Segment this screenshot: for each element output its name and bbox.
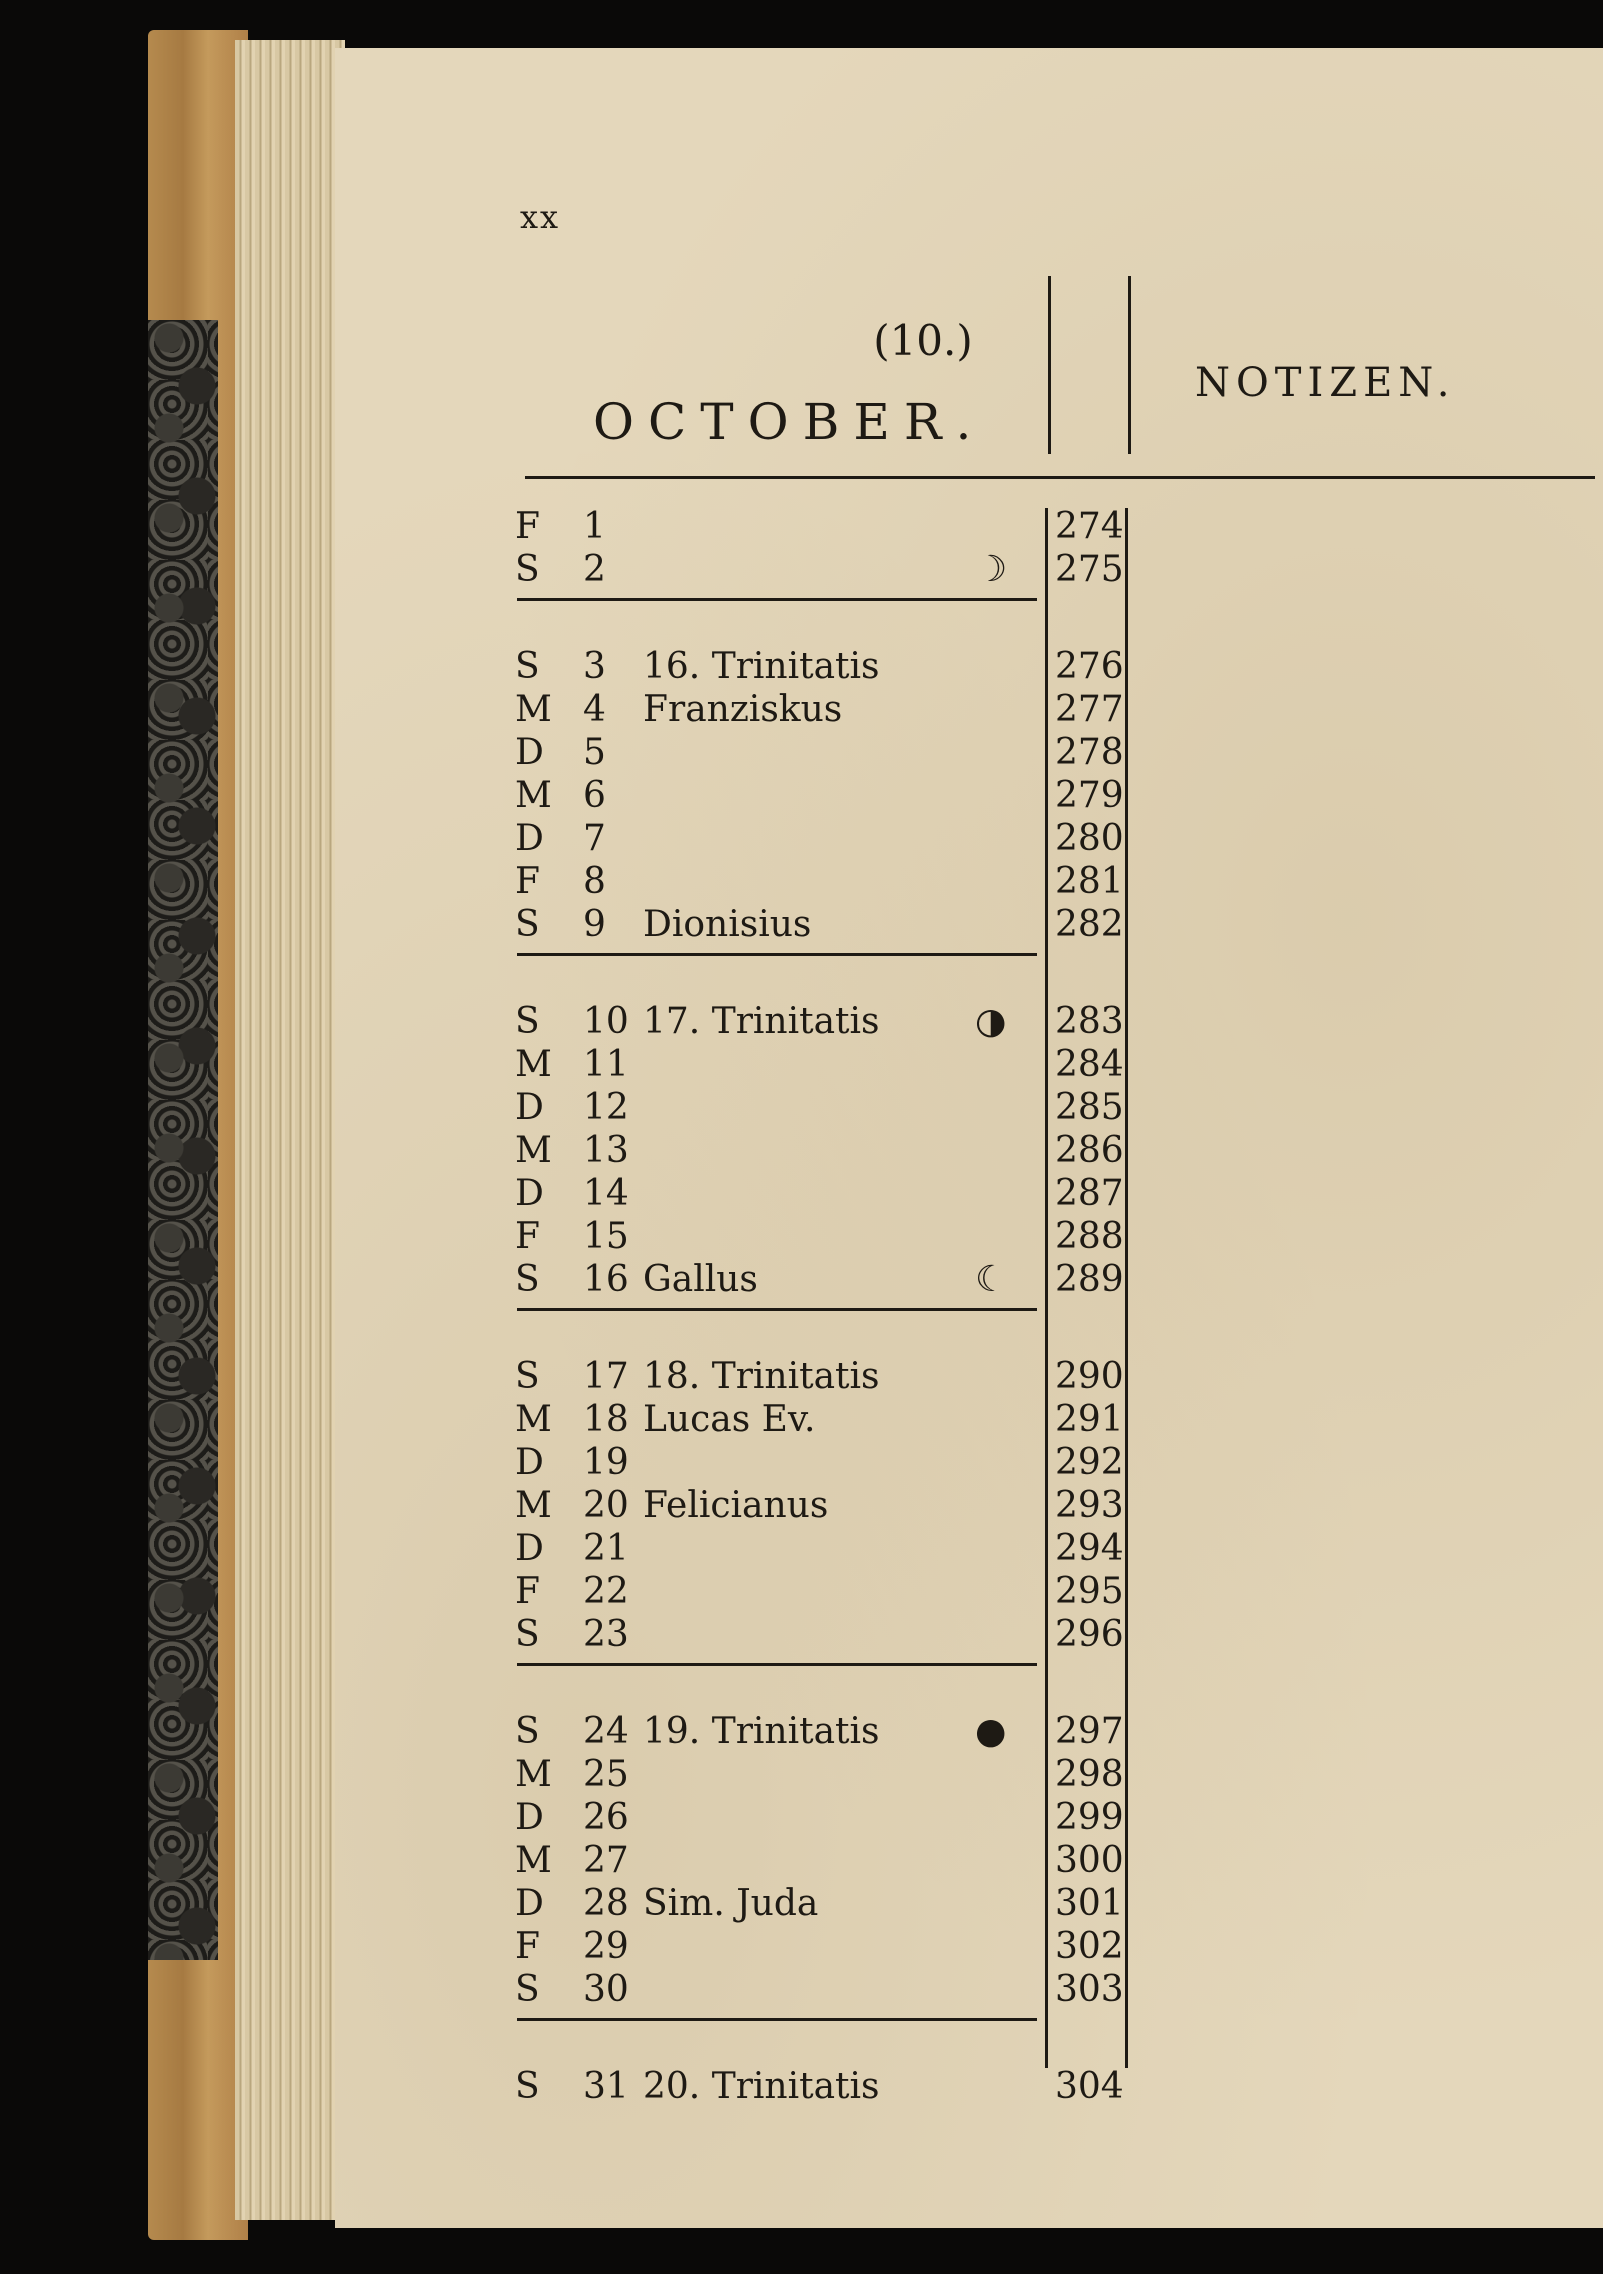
day-of-year: 292 xyxy=(1055,1442,1124,1483)
day-of-year: 295 xyxy=(1055,1571,1124,1612)
weekday-abbrev: M xyxy=(515,1754,552,1795)
moon-phase-icon: ◑ xyxy=(975,1001,1007,1042)
weekday-abbrev: S xyxy=(515,904,540,945)
day-of-year: 299 xyxy=(1055,1797,1124,1838)
day-of-year: 281 xyxy=(1055,861,1124,902)
weekday-abbrev: M xyxy=(515,1840,552,1881)
day-of-year: 274 xyxy=(1055,506,1124,547)
day-row xyxy=(515,1356,1135,1396)
day-row xyxy=(515,732,1135,772)
day-of-year: 294 xyxy=(1055,1528,1124,1569)
day-number: 9 xyxy=(583,904,606,945)
day-number: 29 xyxy=(583,1926,629,1967)
day-of-year: 283 xyxy=(1055,1001,1124,1042)
day-row xyxy=(515,1399,1135,1439)
header-divider-left xyxy=(1048,276,1051,454)
header-rule xyxy=(525,476,1595,479)
weekday-abbrev: M xyxy=(515,689,552,730)
almanac-page xyxy=(335,48,1603,2228)
day-number: 20 xyxy=(583,1485,629,1526)
day-number: 18 xyxy=(583,1399,629,1440)
day-number: 5 xyxy=(583,732,606,773)
page-number: xx xyxy=(520,198,561,236)
day-of-year: 282 xyxy=(1055,904,1124,945)
day-row xyxy=(515,904,1135,944)
day-row xyxy=(515,1528,1135,1568)
day-number: 6 xyxy=(583,775,606,816)
day-number: 24 xyxy=(583,1711,629,1752)
feast-day: 17. Trinitatis xyxy=(643,1001,880,1042)
day-row xyxy=(515,1711,1135,1751)
day-of-year: 285 xyxy=(1055,1087,1124,1128)
day-row xyxy=(515,2066,1135,2106)
weekday-abbrev: F xyxy=(515,506,540,547)
day-of-year: 296 xyxy=(1055,1614,1124,1655)
feast-day: 20. Trinitatis xyxy=(643,2066,880,2107)
weekday-abbrev: M xyxy=(515,1485,552,1526)
day-of-year: 275 xyxy=(1055,549,1124,590)
day-of-year: 300 xyxy=(1055,1840,1124,1881)
day-of-year: 289 xyxy=(1055,1259,1124,1300)
day-number: 11 xyxy=(583,1044,629,1085)
day-of-year: 291 xyxy=(1055,1399,1124,1440)
day-of-year: 301 xyxy=(1055,1883,1124,1924)
day-of-year: 303 xyxy=(1055,1969,1124,2010)
day-row xyxy=(515,1614,1135,1654)
weekday-abbrev: F xyxy=(515,1571,540,1612)
day-number: 14 xyxy=(583,1173,629,1214)
day-row xyxy=(515,506,1135,546)
day-row xyxy=(515,1259,1135,1299)
day-number: 23 xyxy=(583,1614,629,1655)
week-separator xyxy=(517,1308,1037,1311)
moon-phase-icon: ☽ xyxy=(975,549,1008,590)
weekday-abbrev: S xyxy=(515,1259,540,1300)
day-of-year: 298 xyxy=(1055,1754,1124,1795)
feast-day: 18. Trinitatis xyxy=(643,1356,880,1397)
month-title: OCTOBER. xyxy=(593,393,986,451)
moon-phase-icon: ● xyxy=(975,1711,1007,1752)
day-number: 31 xyxy=(583,2066,629,2107)
weekday-abbrev: S xyxy=(515,1711,540,1752)
week-separator xyxy=(517,1663,1037,1666)
weekday-abbrev: M xyxy=(515,1044,552,1085)
day-number: 28 xyxy=(583,1883,629,1924)
feast-day: Gallus xyxy=(643,1259,758,1300)
day-number: 2 xyxy=(583,549,606,590)
weekday-abbrev: D xyxy=(515,1087,544,1128)
day-of-year: 287 xyxy=(1055,1173,1124,1214)
day-row xyxy=(515,1485,1135,1525)
day-row xyxy=(515,775,1135,815)
weekday-abbrev: D xyxy=(515,1442,544,1483)
day-row xyxy=(515,1883,1135,1923)
feast-day: 19. Trinitatis xyxy=(643,1711,880,1752)
day-number: 7 xyxy=(583,818,606,859)
weekday-abbrev: S xyxy=(515,2066,540,2107)
weekday-abbrev: S xyxy=(515,1356,540,1397)
day-row xyxy=(515,1044,1135,1084)
weekday-abbrev: F xyxy=(515,1216,540,1257)
day-number: 8 xyxy=(583,861,606,902)
week-separator xyxy=(517,598,1037,601)
day-of-year: 278 xyxy=(1055,732,1124,773)
day-number: 1 xyxy=(583,506,606,547)
feast-day: Sim. Juda xyxy=(643,1883,819,1924)
day-row xyxy=(515,1442,1135,1482)
feast-day: Lucas Ev. xyxy=(643,1399,816,1440)
day-of-year: 304 xyxy=(1055,2066,1124,2107)
weekday-abbrev: D xyxy=(515,1528,544,1569)
day-row xyxy=(515,549,1135,589)
weekday-abbrev: D xyxy=(515,1173,544,1214)
marbled-endpaper xyxy=(148,320,218,1960)
day-of-year: 276 xyxy=(1055,646,1124,687)
weekday-abbrev: D xyxy=(515,732,544,773)
day-of-year: 277 xyxy=(1055,689,1124,730)
day-number: 16 xyxy=(583,1259,629,1300)
week-separator xyxy=(517,2018,1037,2021)
weekday-abbrev: M xyxy=(515,775,552,816)
weekday-abbrev: D xyxy=(515,818,544,859)
day-number: 17 xyxy=(583,1356,629,1397)
day-row xyxy=(515,1173,1135,1213)
day-of-year: 286 xyxy=(1055,1130,1124,1171)
day-of-year: 280 xyxy=(1055,818,1124,859)
weekday-abbrev: D xyxy=(515,1883,544,1924)
day-of-year: 288 xyxy=(1055,1216,1124,1257)
weekday-abbrev: S xyxy=(515,1001,540,1042)
feast-day: 16. Trinitatis xyxy=(643,646,880,687)
day-number: 4 xyxy=(583,689,606,730)
day-number: 15 xyxy=(583,1216,629,1257)
day-number: 21 xyxy=(583,1528,629,1569)
page-edges xyxy=(235,40,345,2220)
feast-day: Dionisius xyxy=(643,904,812,945)
day-row xyxy=(515,1840,1135,1880)
feast-day: Franziskus xyxy=(643,689,843,730)
weekday-abbrev: M xyxy=(515,1130,552,1171)
month-number: (10.) xyxy=(873,316,973,365)
day-row xyxy=(515,1754,1135,1794)
day-row xyxy=(515,689,1135,729)
day-row xyxy=(515,1001,1135,1041)
day-row xyxy=(515,818,1135,858)
day-row xyxy=(515,1216,1135,1256)
day-of-year: 293 xyxy=(1055,1485,1124,1526)
weekday-abbrev: S xyxy=(515,1969,540,2010)
day-row xyxy=(515,1969,1135,2009)
day-row xyxy=(515,1571,1135,1611)
day-of-year: 297 xyxy=(1055,1711,1124,1752)
moon-phase-icon: ☾ xyxy=(975,1259,1008,1300)
day-row xyxy=(515,1087,1135,1127)
weekday-abbrev: S xyxy=(515,646,540,687)
day-row xyxy=(515,1926,1135,1966)
notes-header: NOTIZEN. xyxy=(1195,360,1456,406)
day-number: 3 xyxy=(583,646,606,687)
day-number: 19 xyxy=(583,1442,629,1483)
week-separator xyxy=(517,953,1037,956)
day-row xyxy=(515,646,1135,686)
day-of-year: 290 xyxy=(1055,1356,1124,1397)
day-number: 25 xyxy=(583,1754,629,1795)
day-number: 12 xyxy=(583,1087,629,1128)
weekday-abbrev: S xyxy=(515,549,540,590)
day-row xyxy=(515,861,1135,901)
weekday-abbrev: S xyxy=(515,1614,540,1655)
day-number: 13 xyxy=(583,1130,629,1171)
day-number: 26 xyxy=(583,1797,629,1838)
day-number: 22 xyxy=(583,1571,629,1612)
day-row xyxy=(515,1797,1135,1837)
day-of-year: 279 xyxy=(1055,775,1124,816)
day-number: 10 xyxy=(583,1001,629,1042)
day-number: 30 xyxy=(583,1969,629,2010)
day-of-year: 302 xyxy=(1055,1926,1124,1967)
header-divider-right xyxy=(1128,276,1131,454)
day-of-year: 284 xyxy=(1055,1044,1124,1085)
feast-day: Felicianus xyxy=(643,1485,829,1526)
day-number: 27 xyxy=(583,1840,629,1881)
weekday-abbrev: D xyxy=(515,1797,544,1838)
day-row xyxy=(515,1130,1135,1170)
weekday-abbrev: F xyxy=(515,1926,540,1967)
weekday-abbrev: M xyxy=(515,1399,552,1440)
weekday-abbrev: F xyxy=(515,861,540,902)
